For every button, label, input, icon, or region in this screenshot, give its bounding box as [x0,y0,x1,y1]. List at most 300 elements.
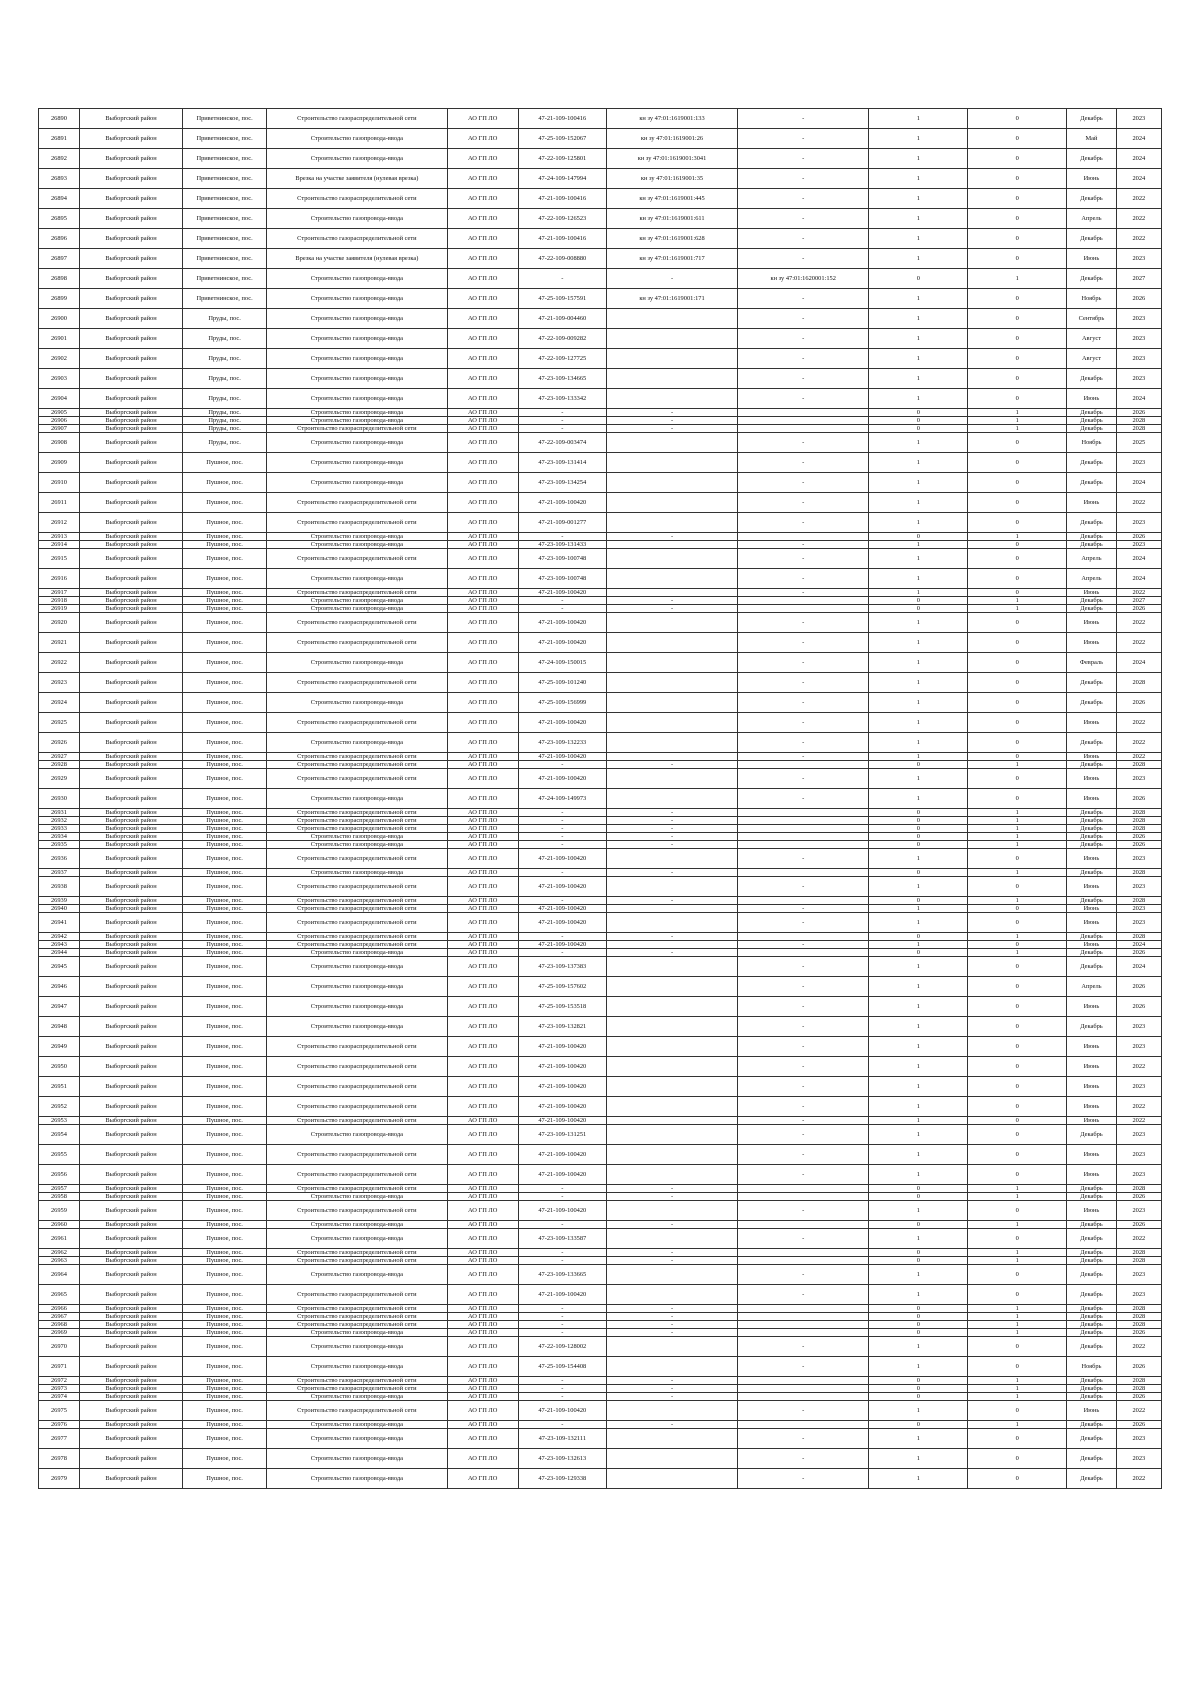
month-cell: Июнь [1067,997,1116,1017]
address-cell: - [738,249,869,269]
table-row [39,409,1162,417]
table-row [39,997,1162,1017]
settlement-cell: Пушное, пос. [183,977,267,997]
year-cell: 2023 [1116,1077,1161,1097]
work-type-cell: Строительство газопровода-ввода [267,841,448,849]
row-number: 26904 [39,389,80,409]
organization-cell: АО ГП ЛО [447,1257,518,1265]
settlement-cell: Пруды, пос. [183,389,267,409]
organization-cell: АО ГП ЛО [447,389,518,409]
planned-count-cell: 0 [968,877,1067,897]
district-cell: Выборгский район [79,1329,182,1337]
settlement-cell: Пушное, пос. [183,605,267,613]
organization-cell: АО ГП ЛО [447,613,518,633]
address-cell: - [738,1429,869,1449]
settlement-cell: Пушное, пос. [183,713,267,733]
work-type-cell: Строительство газораспределительной сети [267,1257,448,1265]
table-row [39,1097,1162,1117]
year-cell: 2024 [1116,653,1161,673]
year-cell: 2028 [1116,673,1161,693]
address-cell: - [738,109,869,129]
organization-cell: АО ГП ЛО [447,1313,518,1321]
district-cell: Выборгский район [79,1145,182,1165]
planned-count-cell: 0 [968,1097,1067,1117]
planned-count-cell: 1 [968,1257,1067,1265]
month-cell: Ноябрь [1067,433,1116,453]
table-row [39,309,1162,329]
row-number: 26893 [39,169,80,189]
address-cell: - [738,1125,869,1145]
request-number-cell: 47-21-109-100420 [518,1145,606,1165]
request-number-cell: - [518,1385,606,1393]
row-number: 26938 [39,877,80,897]
organization-cell: АО ГП ЛО [447,493,518,513]
object-cell [606,877,737,897]
work-type-cell: Строительство газораспределительной сети [267,941,448,949]
row-number: 26895 [39,209,80,229]
address-cell: - [738,913,869,933]
table-row [39,977,1162,997]
year-cell: 2023 [1116,329,1161,349]
district-cell: Выборгский район [79,905,182,913]
work-type-cell: Строительство газопровода-ввода [267,733,448,753]
district-cell: Выборгский район [79,1393,182,1401]
table-row [39,533,1162,541]
settlement-cell: Пруды, пос. [183,425,267,433]
table-row [39,1393,1162,1401]
work-type-cell: Строительство газораспределительной сети [267,1377,448,1385]
count-cell: 1 [869,941,968,949]
row-number: 26952 [39,1097,80,1117]
request-number-cell: - [518,1329,606,1337]
district-cell: Выборгский район [79,1249,182,1257]
organization-cell: АО ГП ЛО [447,941,518,949]
address-cell: - [738,549,869,569]
settlement-cell: Пушное, пос. [183,809,267,817]
organization-cell: АО ГП ЛО [447,1449,518,1469]
planned-count-cell: 1 [968,841,1067,849]
planned-count-cell: 0 [968,1125,1067,1145]
year-cell: 2022 [1116,753,1161,761]
year-cell: 2023 [1116,369,1161,389]
organization-cell: АО ГП ЛО [447,1017,518,1037]
table-row [39,425,1162,433]
work-type-cell: Строительство газопровода-ввода [267,605,448,613]
month-cell: Ноябрь [1067,289,1116,309]
settlement-cell: Пушное, пос. [183,841,267,849]
row-number: 26891 [39,129,80,149]
month-cell: Июнь [1067,941,1116,949]
address-cell [738,869,869,877]
settlement-cell: Пушное, пос. [183,453,267,473]
request-number-cell: - [518,1249,606,1257]
address-cell: - [738,1117,869,1125]
request-number-cell: 47-22-109-009282 [518,329,606,349]
organization-cell: АО ГП ЛО [447,189,518,209]
row-number: 26932 [39,817,80,825]
object-cell: - [606,949,737,957]
settlement-cell: Пушное, пос. [183,1257,267,1265]
table-row [39,633,1162,653]
planned-count-cell: 0 [968,549,1067,569]
request-number-cell: - [518,597,606,605]
year-cell: 2024 [1116,957,1161,977]
object-cell [606,753,737,761]
count-cell: 1 [869,209,968,229]
request-number-cell: - [518,425,606,433]
month-cell: Июнь [1067,1077,1116,1097]
planned-count-cell: 1 [968,1329,1067,1337]
planned-count-cell: 0 [968,589,1067,597]
month-cell: Август [1067,349,1116,369]
district-cell: Выборгский район [79,1305,182,1313]
work-type-cell: Строительство газораспределительной сети [267,109,448,129]
table-row [39,289,1162,309]
district-cell: Выборгский район [79,1357,182,1377]
month-cell: Апрель [1067,549,1116,569]
row-number: 26911 [39,493,80,513]
month-cell: Май [1067,129,1116,149]
district-cell: Выборгский район [79,1429,182,1449]
row-number: 26935 [39,841,80,849]
district-cell: Выборгский район [79,769,182,789]
year-cell: 2023 [1116,109,1161,129]
table-row [39,1117,1162,1125]
object-cell: кн зу 47:01:1619001:3041 [606,149,737,169]
planned-count-cell: 1 [968,409,1067,417]
district-cell: Выборгский район [79,673,182,693]
year-cell: 2024 [1116,149,1161,169]
table-row [39,569,1162,589]
request-number-cell: - [518,417,606,425]
count-cell: 1 [869,769,968,789]
object-cell [606,849,737,869]
settlement-cell: Пушное, пос. [183,1305,267,1313]
district-cell: Выборгский район [79,1313,182,1321]
district-cell: Выборгский район [79,549,182,569]
row-number: 26913 [39,533,80,541]
object-cell: кн зу 47:01:1619001:611 [606,209,737,229]
request-number-cell: 47-21-109-100420 [518,849,606,869]
month-cell: Декабрь [1067,841,1116,849]
object-cell [606,389,737,409]
address-cell [738,1385,869,1393]
district-cell: Выборгский район [79,1421,182,1429]
object-cell [606,733,737,753]
month-cell: Декабрь [1067,533,1116,541]
address-cell: - [738,1357,869,1377]
year-cell: 2023 [1116,913,1161,933]
year-cell: 2023 [1116,905,1161,913]
year-cell: 2028 [1116,1321,1161,1329]
planned-count-cell: 0 [968,653,1067,673]
month-cell: Июнь [1067,613,1116,633]
request-number-cell: 47-22-109-128002 [518,1337,606,1357]
settlement-cell: Пушное, пос. [183,1469,267,1489]
address-cell: - [738,569,869,589]
district-cell: Выборгский район [79,1221,182,1229]
year-cell: 2022 [1116,189,1161,209]
district-cell: Выборгский район [79,1337,182,1357]
district-cell: Выборгский район [79,653,182,673]
work-type-cell: Строительство газораспределительной сети [267,589,448,597]
row-number: 26892 [39,149,80,169]
work-type-cell: Врезка на участке заявителя (нулевая врезка) [267,169,448,189]
settlement-cell: Пушное, пос. [183,733,267,753]
object-cell [606,789,737,809]
address-cell: - [738,473,869,493]
table-row [39,693,1162,713]
request-number-cell: - [518,1321,606,1329]
organization-cell: АО ГП ЛО [447,1305,518,1313]
work-type-cell: Строительство газопровода-ввода [267,417,448,425]
address-cell [738,1377,869,1385]
count-cell: 1 [869,189,968,209]
work-type-cell: Строительство газораспределительной сети [267,1249,448,1257]
year-cell: 2028 [1116,1313,1161,1321]
object-cell: - [606,409,737,417]
table-row [39,897,1162,905]
planned-count-cell: 0 [968,329,1067,349]
month-cell: Декабрь [1067,833,1116,841]
address-cell: - [738,1165,869,1185]
address-cell [738,1313,869,1321]
settlement-cell: Пушное, пос. [183,1117,267,1125]
month-cell: Декабрь [1067,1377,1116,1385]
organization-cell: АО ГП ЛО [447,997,518,1017]
count-cell: 1 [869,1357,968,1377]
work-type-cell: Строительство газораспределительной сети [267,493,448,513]
row-number: 26901 [39,329,80,349]
table-row [39,417,1162,425]
object-cell: - [606,1221,737,1229]
organization-cell: АО ГП ЛО [447,1221,518,1229]
planned-count-cell: 1 [968,1313,1067,1321]
planned-count-cell: 0 [968,733,1067,753]
object-cell: - [606,1313,737,1321]
year-cell: 2027 [1116,269,1161,289]
row-number: 26936 [39,849,80,869]
count-cell: 1 [869,957,968,977]
district-cell: Выборгский район [79,1401,182,1421]
work-type-cell: Строительство газопровода-ввода [267,1421,448,1429]
address-cell: - [738,1401,869,1421]
table-row [39,229,1162,249]
district-cell: Выборгский район [79,877,182,897]
planned-count-cell: 1 [968,533,1067,541]
settlement-cell: Пушное, пос. [183,913,267,933]
request-number-cell: - [518,1193,606,1201]
planned-count-cell: 0 [968,493,1067,513]
planned-count-cell: 0 [968,249,1067,269]
month-cell: Декабрь [1067,825,1116,833]
object-cell: - [606,1393,737,1401]
district-cell: Выборгский район [79,129,182,149]
year-cell: 2022 [1116,209,1161,229]
object-cell: - [606,425,737,433]
organization-cell: АО ГП ЛО [447,289,518,309]
month-cell: Декабрь [1067,541,1116,549]
year-cell: 2023 [1116,1449,1161,1469]
object-cell [606,513,737,533]
address-cell: - [738,329,869,349]
request-number-cell: 47-23-109-131251 [518,1125,606,1145]
table-row [39,1329,1162,1337]
address-cell: - [738,309,869,329]
planned-count-cell: 0 [968,289,1067,309]
request-number-cell: 47-21-109-100420 [518,905,606,913]
address-cell: - [738,589,869,597]
request-number-cell: 47-23-109-133342 [518,389,606,409]
row-number: 26969 [39,1329,80,1337]
planned-count-cell: 0 [968,997,1067,1017]
request-number-cell: 47-21-109-100420 [518,493,606,513]
work-type-cell: Строительство газопровода-ввода [267,789,448,809]
work-type-cell: Строительство газопровода-ввода [267,533,448,541]
count-cell: 0 [869,1385,968,1393]
request-number-cell: - [518,1221,606,1229]
settlement-cell: Пушное, пос. [183,877,267,897]
work-type-cell: Строительство газопровода-ввода [267,1429,448,1449]
row-number: 26977 [39,1429,80,1449]
organization-cell: АО ГП ЛО [447,549,518,569]
settlement-cell: Приветнинское, пос. [183,269,267,289]
organization-cell: АО ГП ЛО [447,149,518,169]
row-number: 26956 [39,1165,80,1185]
month-cell: Июнь [1067,493,1116,513]
count-cell: 0 [869,817,968,825]
work-type-cell: Строительство газопровода-ввода [267,309,448,329]
object-cell [606,473,737,493]
table-row [39,129,1162,149]
count-cell: 1 [869,569,968,589]
work-type-cell: Строительство газопровода-ввода [267,433,448,453]
settlement-cell: Пруды, пос. [183,329,267,349]
work-type-cell: Строительство газопровода-ввода [267,1393,448,1401]
address-cell [738,933,869,941]
planned-count-cell: 0 [968,977,1067,997]
work-type-cell: Строительство газораспределительной сети [267,1057,448,1077]
month-cell: Июнь [1067,1117,1116,1125]
settlement-cell: Пушное, пос. [183,849,267,869]
year-cell: 2024 [1116,129,1161,149]
object-cell [606,589,737,597]
count-cell: 0 [869,1421,968,1429]
address-cell: - [738,1201,869,1221]
address-cell: - [738,189,869,209]
count-cell: 1 [869,493,968,513]
object-cell [606,713,737,733]
district-cell: Выборгский район [79,817,182,825]
organization-cell: АО ГП ЛО [447,209,518,229]
organization-cell: АО ГП ЛО [447,849,518,869]
address-cell: - [738,941,869,949]
object-cell [606,613,737,633]
district-cell: Выборгский район [79,957,182,977]
district-cell: Выборгский район [79,613,182,633]
month-cell: Июнь [1067,1057,1116,1077]
count-cell: 1 [869,1037,968,1057]
work-type-cell: Строительство газопровода-ввода [267,1337,448,1357]
month-cell: Сентябрь [1067,309,1116,329]
address-cell: - [738,1057,869,1077]
planned-count-cell: 0 [968,109,1067,129]
object-cell [606,1017,737,1037]
district-cell: Выборгский район [79,369,182,389]
row-number: 26954 [39,1125,80,1145]
address-cell [738,817,869,825]
organization-cell: АО ГП ЛО [447,1469,518,1489]
count-cell: 0 [869,949,968,957]
table-row [39,1377,1162,1385]
address-cell: - [738,1229,869,1249]
row-number: 26926 [39,733,80,753]
address-cell [738,1329,869,1337]
district-cell: Выборгский район [79,977,182,997]
table-row [39,713,1162,733]
address-cell: - [738,149,869,169]
table-row [39,1421,1162,1429]
work-type-cell: Строительство газораспределительной сети [267,549,448,569]
object-cell: - [606,761,737,769]
count-cell: 1 [869,389,968,409]
table-row [39,269,1162,289]
month-cell: Декабрь [1067,1257,1116,1265]
row-number: 26978 [39,1449,80,1469]
row-number: 26971 [39,1357,80,1377]
month-cell: Июнь [1067,389,1116,409]
month-cell: Декабрь [1067,949,1116,957]
request-number-cell: - [518,897,606,905]
planned-count-cell: 0 [968,569,1067,589]
year-cell: 2028 [1116,1305,1161,1313]
work-type-cell: Строительство газопровода-ввода [267,409,448,417]
planned-count-cell: 0 [968,209,1067,229]
request-number-cell: 47-21-109-100420 [518,769,606,789]
work-type-cell: Строительство газопровода-ввода [267,349,448,369]
count-cell: 0 [869,933,968,941]
settlement-cell: Пушное, пос. [183,1097,267,1117]
district-cell: Выборгский район [79,409,182,417]
organization-cell: АО ГП ЛО [447,877,518,897]
settlement-cell: Пушное, пос. [183,1337,267,1357]
table-row [39,613,1162,633]
year-cell: 2026 [1116,1329,1161,1337]
row-number: 26907 [39,425,80,433]
month-cell: Декабрь [1067,1421,1116,1429]
table-body [39,109,1162,1489]
month-cell: Декабрь [1067,809,1116,817]
address-cell [738,833,869,841]
table-row [39,589,1162,597]
object-cell: кн зу 47:01:1619001:628 [606,229,737,249]
table-row [39,753,1162,761]
object-cell: кн зу 47:01:1619001:35 [606,169,737,189]
row-number: 26959 [39,1201,80,1221]
request-number-cell: 47-21-109-100420 [518,613,606,633]
address-cell: - [738,713,869,733]
planned-count-cell: 0 [968,369,1067,389]
request-number-cell: 47-23-109-100748 [518,569,606,589]
request-number-cell: 47-25-109-156999 [518,693,606,713]
address-cell [738,417,869,425]
row-number: 26968 [39,1321,80,1329]
count-cell: 0 [869,761,968,769]
work-type-cell: Строительство газопровода-ввода [267,541,448,549]
count-cell: 1 [869,149,968,169]
table-row [39,1401,1162,1421]
request-number-cell: - [518,1421,606,1429]
